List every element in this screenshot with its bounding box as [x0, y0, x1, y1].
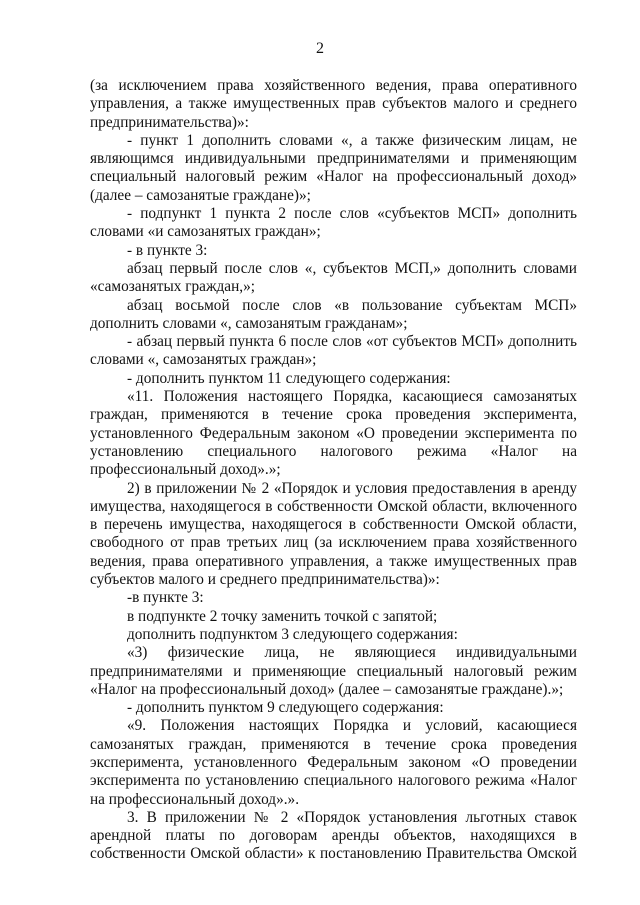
- paragraph: - абзац первый пункта 6 после слов «от субъектов МСП» дополнить словами «, самозанятых граждан»;: [90, 333, 577, 369]
- paragraph: - пункт 1 дополнить словами «, а также физическим лицам, не являющимся индивидуальными предпринимателями и применяющим специальный налоговый режим «Налог на профессиональный доход» (далее – самозанятые граждане)»;: [90, 131, 577, 204]
- paragraph: «9. Положения настоящих Порядка и условий, касающиеся самозанятых граждан, применяются в течение срока проведения эксперимента, установленного Федеральным законом «О проведении эксперимента по установлению специального налогового режима «Налог на профессиональный доход».».: [90, 717, 577, 808]
- paragraph: - дополнить пунктом 11 следующего содержания:: [127, 369, 451, 387]
- paragraph: абзац восьмой после слов «в пользование субъектам МСП» дополнить словами «, самозанятым гражданам»;: [90, 296, 577, 332]
- page-number: 2: [316, 40, 324, 57]
- paragraph: абзац первый после слов «, субъектов МСП,» дополнить словами «самозанятых граждан,»;: [90, 259, 577, 296]
- paragraph: - подпункт 1 пункта 2 после слов «субъектов МСП» дополнить словами «и самозанятых граждан»;: [90, 205, 577, 241]
- paragraph: «11. Положения настоящего Порядка, касающиеся самозанятых граждан, применяются в течение срока проведения эксперимента, установленного Федеральным законом «О проведении эксперимента по установлению специального налогового режима «Налог на профессиональный доход».»;: [90, 388, 577, 479]
- document-body: [90, 77, 577, 864]
- paragraph: - дополнить пунктом 9 следующего содержания:: [127, 699, 444, 717]
- paragraph: 3. В приложении № 2 «Порядок установления льготных ставок арендной платы по договорам аренды объектов, находящихся в собственности Омской области» к постановлению Правительства Омской: [90, 808, 577, 863]
- paragraph: дополнить подпунктом 3 следующего содержания:: [127, 625, 458, 643]
- paragraph: -в пункте 3:: [127, 589, 204, 607]
- paragraph: «3) физические лица, не являющиеся индивидуальными предпринимателями и применяющие специальный налоговый режим «Налог на профессиональный доход» (далее – самозанятые граждане).»;: [90, 644, 577, 698]
- paragraph: - в пункте 3:: [127, 241, 208, 259]
- paragraph: 2) в приложении № 2 «Порядок и условия предоставления в аренду имущества, находящегося в собственности Омской области, включенного в перечень имущества, находящегося в собственности Омской области, свободного от прав третьих лиц (за исключением права хозяйственного ведения, права оперативного управления, а также имущественных прав субъектов малого и среднего предпринимательства)»:: [90, 479, 577, 589]
- paragraph: (за исключением права хозяйственного ведения, права оперативного управления, а также имущественных прав субъектов малого и среднего предпринимательства)»:: [90, 77, 577, 131]
- paragraph: в подпункте 2 точку заменить точкой с запятой;: [127, 607, 438, 625]
